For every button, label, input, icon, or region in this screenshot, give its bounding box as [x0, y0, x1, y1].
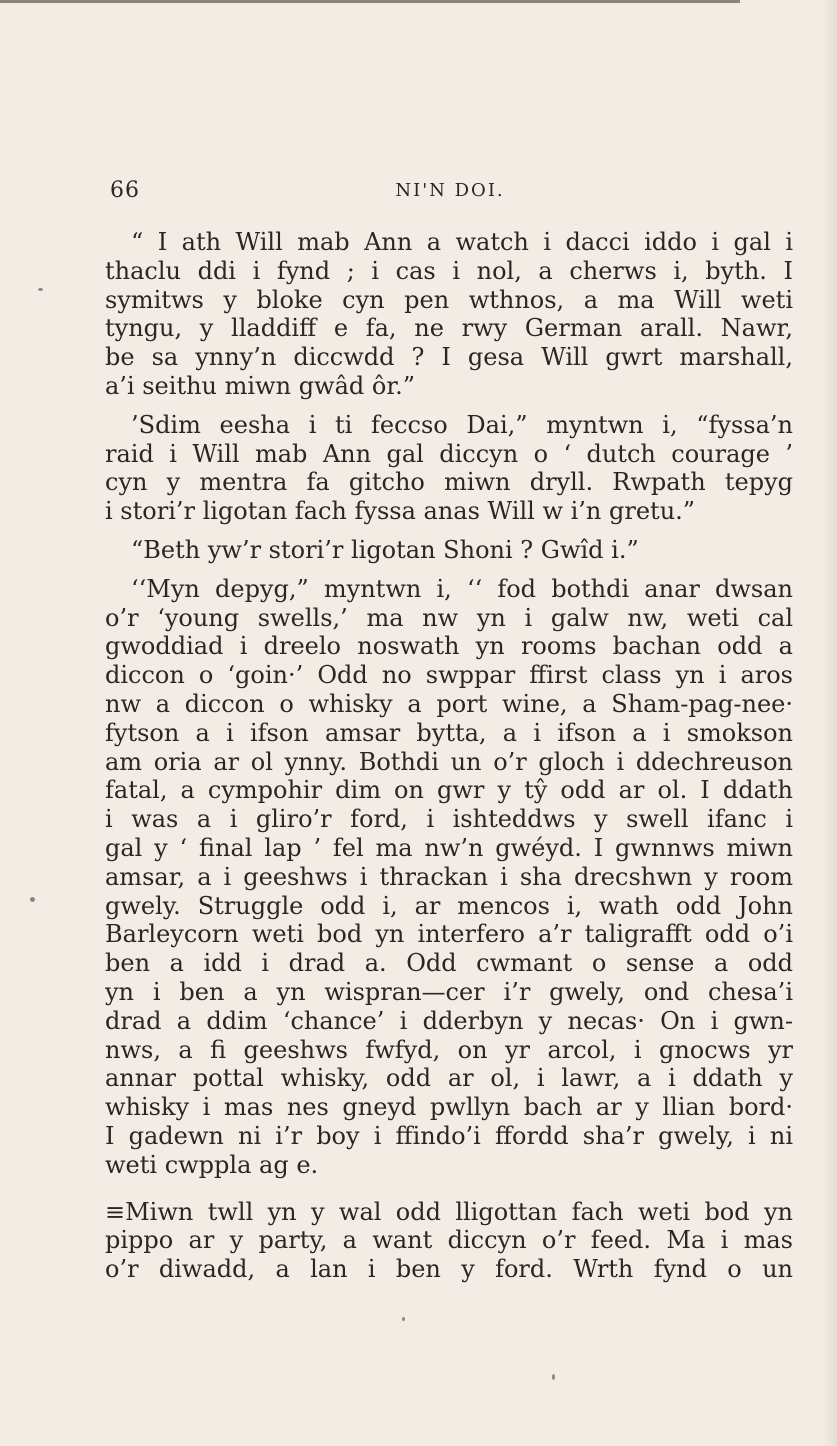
paper-speck — [552, 1374, 555, 1380]
text-line: drad a ddim ‘chance’ i dderbyn y necas· On i gwn- — [105, 1006, 793, 1035]
text-line: raid i Will mab Ann gal diccyn o ‘ dutch courage ’ — [105, 439, 793, 468]
text-line: nw a diccon o whisky a port wine, a Sham-pag-nee· — [105, 689, 793, 718]
text-line: o’r diwadd, a lan i ben y ford. Wrth fynd o un — [105, 1255, 793, 1284]
text-line: be sa ynny’n diccwdd ? I gesa Will gwrt marshall, — [105, 343, 793, 372]
text-line: annar pottal whisky, odd ar ol, i lawr, a i ddath y — [105, 1064, 793, 1093]
top-edge-rule — [0, 0, 740, 3]
text-line: ’Sdim eesha i ti feccso Dai,” myntwn i, “fyssa’n — [131, 410, 793, 439]
text-line: pippo ar y party, a want diccyn o’r feed. Ma i mas — [105, 1226, 793, 1255]
text-line: fatal, a cympohir dim on gwr y tŷ odd ar ol. I ddath — [105, 776, 793, 805]
page-number: 66 — [110, 178, 140, 203]
paper-speck — [402, 1317, 405, 1321]
text-line: thaclu ddi i fynd ; i cas i nol, a cherws i, byth. I — [105, 256, 793, 285]
text-line: nws, a fi geeshws fwfyd, on yr arcol, i gnocws yr — [105, 1035, 793, 1064]
text-line: yn i ben a yn wispran—cer i’r gwely, ond chesa’i — [105, 977, 793, 1006]
text-line: o’r ‘young swells,’ ma nw yn i galw nw, weti cal — [105, 603, 793, 632]
text-line: whisky i mas nes gneyd pwllyn bach ar y llian bord· — [105, 1093, 793, 1122]
paragraph — [105, 1198, 793, 1284]
text-line: ben a idd i drad a. Odd cwmant o sense a odd — [105, 949, 793, 978]
text-line: gwely. Struggle odd i, ar mencos i, wath odd John — [105, 891, 793, 920]
text-line: i stori’r ligotan fach fyssa anas Will w i’n gretu.” — [105, 497, 696, 526]
text-line: cyn y mentra fa gitcho miwn dryll. Rwpath tepyg — [105, 468, 793, 497]
text-line: tyngu, y lladdiff e fa, ne rwy German arall. Nawr, — [105, 314, 793, 343]
paragraph — [105, 536, 793, 565]
text-line: gwoddiad i dreelo noswath yn rooms bachan odd a — [105, 632, 793, 661]
page-edge-shadow — [823, 0, 837, 1446]
paragraph — [105, 228, 793, 401]
text-line: “Beth yw’r stori’r ligotan Shoni ? Gwîd i.” — [131, 535, 639, 564]
paper-speck — [30, 897, 35, 902]
text-line: symitws y bloke cyn pen wthnos, a ma Will weti — [105, 285, 793, 314]
text-line: diccon o ‘goin·’ Odd no swppar ffirst class yn i aros — [105, 661, 793, 690]
body-text — [105, 228, 793, 1284]
text-line: Barleycorn weti bod yn interfero a’r taligrafft odd o’i — [105, 920, 793, 949]
text-line: ≡Miwn twll yn y wal odd lligottan fach weti bod yn — [105, 1197, 793, 1226]
paragraph — [105, 575, 793, 1180]
running-title: NI'N DOI. — [395, 180, 505, 201]
text-line: i was a i gliro’r ford, i ishteddws y swell ifanc i — [105, 805, 793, 834]
text-line: “ I ath Will mab Ann a watch i dacci iddo i gal i — [131, 228, 793, 256]
text-line: ‘‘Myn depyg,” myntwn i, ‘‘ fod bothdi anar dwsan — [131, 574, 793, 603]
paper-speck — [38, 288, 43, 291]
text-line: I gadewn ni i’r boy i ffindo’i ffordd sha’r gwely, i ni — [105, 1121, 793, 1150]
text-line: fytson a i ifson amsar bytta, a i ifson a i smokson — [105, 718, 793, 747]
running-head — [110, 178, 790, 208]
text-line: am oria ar ol ynny. Bothdi un o’r gloch i ddechreuson — [105, 747, 793, 776]
paragraph — [105, 411, 793, 526]
text-line: weti cwppla ag e. — [105, 1150, 319, 1179]
text-line: a’i seithu miwn gwâd ôr.” — [105, 371, 416, 400]
text-line: gal y ‘ final lap ’ fel ma nw’n gwéyd. I gwnnws miwn — [105, 833, 793, 862]
text-line: amsar, a i geeshws i thrackan i sha drecshwn y room — [105, 862, 793, 891]
